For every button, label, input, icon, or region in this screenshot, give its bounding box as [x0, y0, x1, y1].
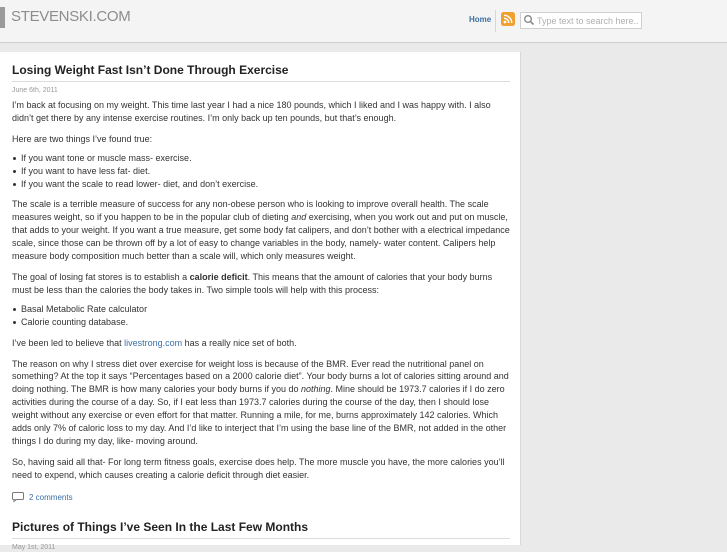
list-item: If you want the scale to read lower- diet, and don’t exercise. — [12, 178, 510, 191]
main-content — [0, 52, 521, 551]
comment-bubble-icon — [12, 492, 24, 502]
text-span: I’ve been led to believe that — [12, 337, 125, 348]
title-divider — [12, 81, 510, 82]
list-item: Basal Metabolic Rate calculator — [12, 303, 510, 316]
title-divider — [12, 538, 510, 539]
emphasis-text: nothing — [301, 384, 331, 395]
post-body — [12, 99, 510, 482]
text-span: . This means that the amount of calories that your body burns must be less than the calories the body takes in. Two simple tools will help with this process: — [12, 271, 493, 295]
post-title-link[interactable]: Pictures of Things I’ve Seen In the Last Few Months — [12, 520, 309, 534]
post-article — [12, 520, 510, 552]
list-item: Calorie counting database. — [12, 316, 510, 329]
text-span: . Mine should be 1973.7 calories if I do zero activities during the course of a day. So, if I eat less than 1973.7 calories during the course of the day, then I should lose weight without any exercise or even effort for that matter. Running a mile, for me, burns approximately 142 calories. Which adds only 7% of caloric loss to my day. And I’d like to interject that I’m using the base line of the BMR, not added in the other things I do during my day, like- moving around. — [12, 384, 507, 446]
sidebar — [522, 52, 727, 545]
post-date: May 1st, 2011 — [12, 544, 56, 551]
rss-icon[interactable] — [501, 12, 515, 26]
text-span: The goal of losing fat stores is to establish a — [12, 271, 190, 282]
bold-text: calorie deficit — [189, 271, 248, 282]
paragraph — [12, 337, 510, 350]
site-header — [0, 0, 727, 43]
nav-home-link[interactable]: Home — [469, 15, 492, 24]
post-title-link[interactable]: Losing Weight Fast Isn’t Done Through Exercise — [12, 63, 289, 77]
logo-bar — [0, 7, 5, 28]
text-span: has a really nice set of both. — [182, 337, 297, 348]
livestrong-link[interactable]: livestrong.com — [124, 337, 183, 348]
text-span: The reason on why I stress diet over exercise for weight loss is because of the BMR. Ever read the nutritional panel on something? At the top it says “Percentages based on a 2000 calorie diet”. Your body burns a lot of calories sitting around and doing nothing. The BMR is how many calories your body burns if you do — [12, 358, 509, 395]
search-input[interactable] — [537, 13, 639, 28]
emphasis-text: and — [291, 212, 307, 223]
bullet-list — [12, 303, 510, 329]
paragraph: Here are two things I’ve found true: — [12, 133, 153, 144]
paragraph — [12, 198, 510, 263]
bullet-list — [12, 152, 510, 191]
paragraph — [12, 271, 510, 297]
nav-divider — [495, 10, 496, 32]
text-span: exercising, when you work out and put on muscle, that adds to your weight. If you want a true measure, get some body fat calipers, and don’t bother with a electrical impedance scale, since those can be thrown off by a lot of easy to change variables in the body, namely- water content. Calipers help measure body composition much better than a scale will, which only measures weight. — [12, 212, 510, 262]
paragraph: So, having said all that- For long term fitness goals, exercise does help. The more muscle you have, the more calories you’ll need to expend, which causes creating a calorie deficit through diet easier. — [12, 456, 505, 480]
site-title-link[interactable]: STEVENSKI.COM — [11, 8, 131, 25]
post-date: June 6th, 2011 — [12, 87, 58, 94]
comments-count: 2 comments — [29, 493, 73, 502]
list-item: If you want tone or muscle mass- exercise. — [12, 152, 510, 165]
text-span: The scale is a terrible measure of success for any non-obese person who is looking to improve overall health. The scale measures weight, so if you happen to be in the popular club of dieting — [12, 199, 489, 223]
post-article — [12, 63, 510, 95]
paragraph: I’m back at focusing on my weight. This time last year I had a nice 180 pounds, which I liked and I was happy with. I also didn’t get there by any intense exercise routines. I’m only back up ten pounds, but that’s enough. — [12, 100, 491, 123]
list-item: If you want to have less fat- diet. — [12, 165, 510, 178]
paragraph — [12, 358, 510, 448]
search-icon — [523, 14, 535, 26]
